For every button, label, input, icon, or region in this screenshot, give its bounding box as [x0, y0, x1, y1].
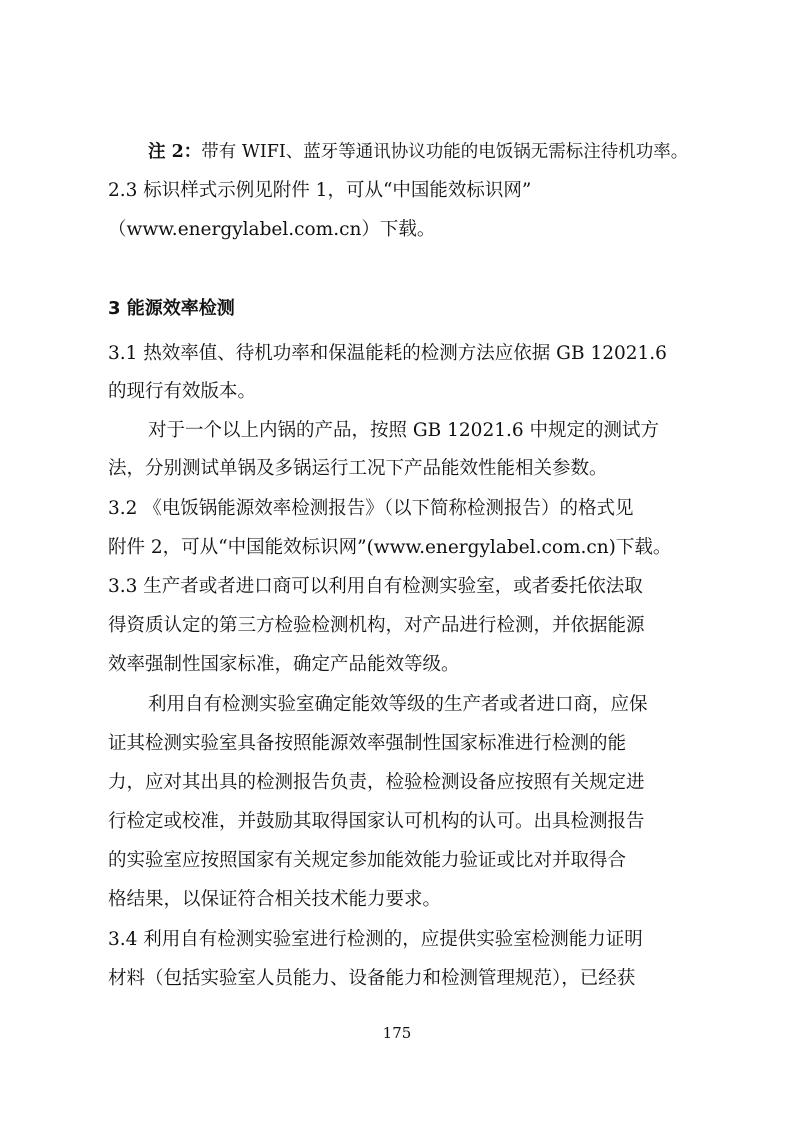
- para-3-3b-line-1: 利用自有检测实验室确定能效等级的生产者或者进口商，应保: [148, 694, 648, 715]
- para-3-1b-line-2: 法，分别测试单锅及多锅运行工况下产品能效性能相关参数。: [108, 458, 608, 479]
- para-3-3b-line-4: 行检定或校准，并鼓励其取得国家认可机构的认可。出具检测报告: [108, 811, 645, 832]
- para-3-3b-line-3: 力，应对其出具的检测报告负责，检验检测设备应按照有关规定进: [108, 772, 645, 793]
- para-2-3-line-1: [108, 178, 688, 204]
- para-3-3-line-3: 效率强制性国家标准，确定产品能效等级。: [108, 654, 460, 675]
- note-label: 注 2：: [148, 142, 202, 162]
- page-number: 175: [382, 1024, 412, 1042]
- note-text: 带有 WIFI、蓝牙等通讯协议功能的电饭锅无需标注待机功率。: [201, 142, 688, 162]
- para-3-4-line-1: 3.4 利用自有检测实验室进行检测的，应提供实验室检测能力证明: [108, 929, 643, 950]
- note-line: [148, 139, 688, 165]
- para-3-4-line-2: 材料（包括实验室人员能力、设备能力和检测管理规范），已经获: [108, 968, 636, 989]
- para-3-3b-line-5: 的实验室应按照国家有关规定参加能效能力验证或比对并取得合: [108, 850, 627, 871]
- section-heading: 3 能源效率检测: [108, 298, 235, 319]
- para-3-1-line-1: 3.1 热效率值、待机功率和保温能耗的检测方法应依据 GB 12021.6: [108, 343, 667, 364]
- para-3-2-line-1: 3.2 《电饭锅能源效率检测报告》（以下简称检测报告）的格式见: [108, 498, 634, 519]
- para-3-2-line-2: 附件 2，可从“中国能效标识网”(www.energylabel.com.cn)下载。: [108, 537, 672, 558]
- para-3-1b-line-1: 对于一个以上内锅的产品，按照 GB 12021.6 中规定的测试方: [148, 420, 660, 441]
- para-3-3b-line-2: 证其检测实验室具备按照能源效率强制性国家标准进行检测的能: [108, 733, 627, 754]
- para-3-3b-line-6: 格结果，以保证符合相关技术能力要求。: [108, 889, 442, 910]
- para-2-3-line-2: （www.energylabel.com.cn）下载。: [108, 219, 436, 240]
- para-2-3-line-1-text: 2.3 标识样式示例见附件 1，可从“中国能效标识网”: [108, 180, 532, 201]
- para-3-1-line-2: 的现行有效版本。: [108, 381, 257, 402]
- para-3-3-line-2: 得资质认定的第三方检验检测机构，对产品进行检测，并依据能源: [108, 615, 645, 636]
- para-3-3-line-1: 3.3 生产者或者进口商可以利用自有检测实验室，或者委托依法取: [108, 576, 643, 597]
